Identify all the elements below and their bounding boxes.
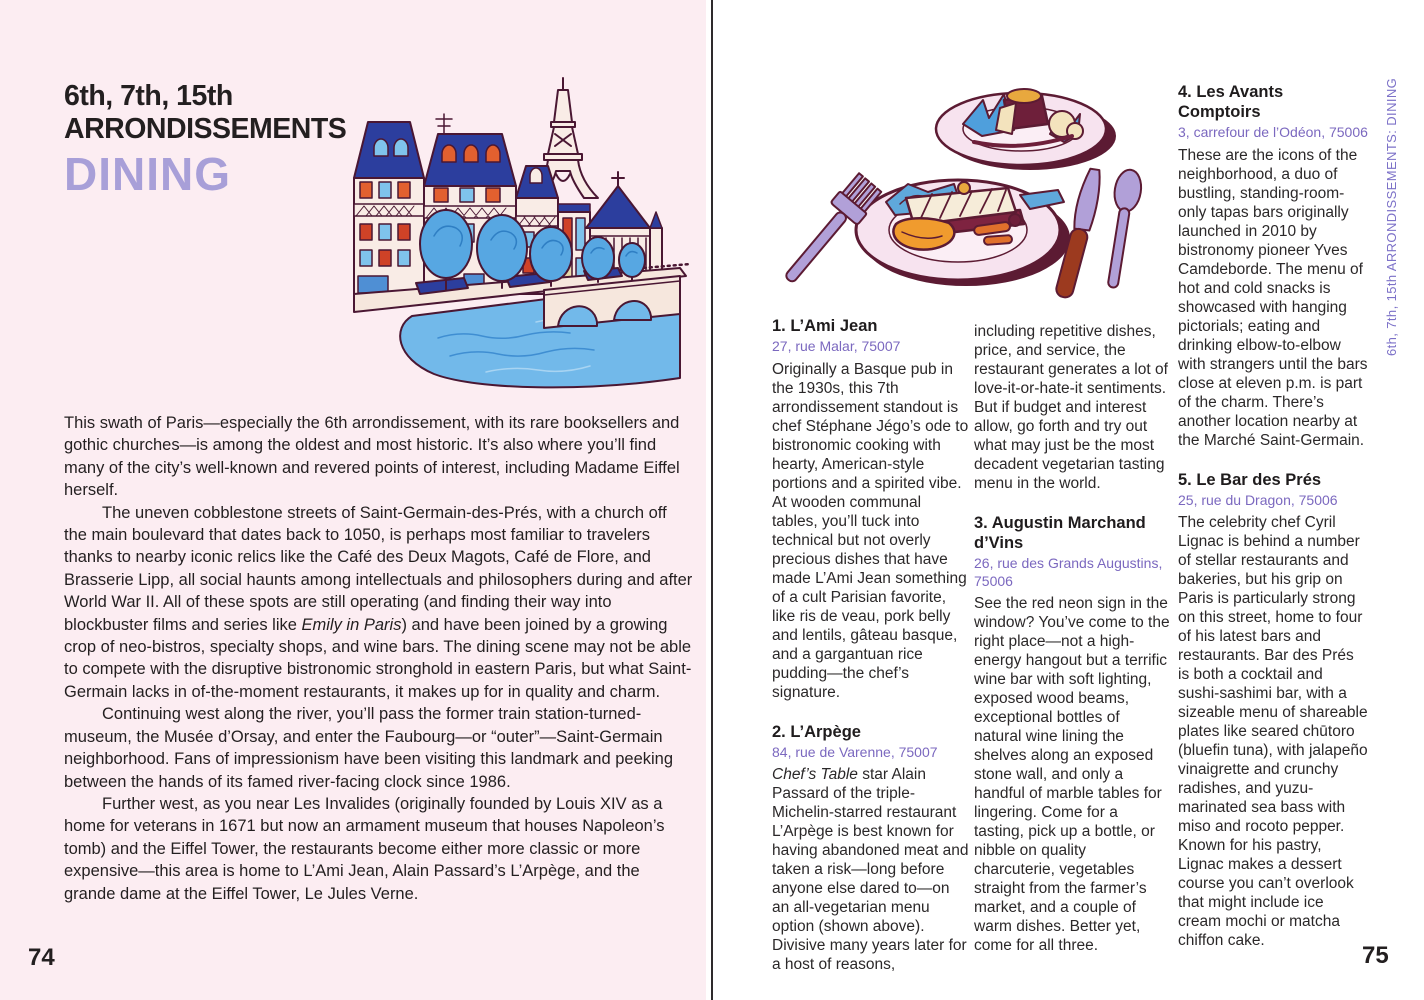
left-page <box>0 0 706 1000</box>
listing-title: 2. L’Arpège <box>772 722 861 741</box>
listing-lami-jean <box>772 316 969 702</box>
listing-body: These are the icons of the neighborhood, a duo of bustling, standing-room-only tapas bars originally launched in 2010 by bistronomy pioneer Yves Camdeborde. The menu of hot and cold snacks is showcased with hanging pictorials; eating and drinking elbow-to-elbow with strangers until the bars close at eleven p.m. is part of the charm. There’s another location nearby at the Marché Saint-Germain. <box>1178 146 1368 449</box>
page-number-left: 74 <box>28 944 55 971</box>
listing-les-avants-comptoirs <box>1178 82 1368 450</box>
listing-address: 84, rue de Varenne, 75007 <box>772 743 938 760</box>
listings-column-1 <box>772 316 969 974</box>
intro-p2-italic: Emily in Paris <box>301 615 402 634</box>
intro-p2-post: ) and have been joined by a growing crop of neo-bistros, specialty shops, and wine bars. The dining scene may not be able to compete with the disruptive bistronomic stronghold in eastern Paris, but what Saint-Germain lacks in of-the-moment restaurants, it makes up for in quality and charm. <box>64 615 692 701</box>
listing-address: 3, carrefour de l’Odéon, 75006 <box>1178 124 1368 140</box>
listing-body-rest: star Alain Passard of the triple-Michelin-starred restaurant L’Arpège is best known for having abandoned meat and taken a risk—long before anyone else dared to—on an all-vegetarian menu option (shown above). Divisive many years later for a host of reasons, <box>772 766 969 973</box>
intro-text <box>64 412 694 905</box>
intro-paragraph-1: This swath of Paris—especially the 6th arrondissement, with its rare booksellers and gothic churches—is among the oldest and most historic. It’s also where you’ll find many of the city’s well-known and revered points of interest, including Madame Eiffel herself. <box>64 414 680 500</box>
paris-street-illustration <box>346 76 692 390</box>
listing-larpege-continued: including repetitive dishes, price, and service, the restaurant generates a lot of love-it-or-hate-it sentiments. But if budget and interest allow, go forth and try out what may just be the most decadent vegetarian tasting menu in the world. <box>974 323 1168 492</box>
intro-paragraph-4: Further west, as you near Les Invalides (originally founded by Louis XIV as a home for veterans in 1671 but now an armament museum that houses Napoleon’s tomb) and the Eiffel Tower, the restaurants become either more classic or more expensive—this area is home to L’Ami Jean, Alain Passard’s L’Arpège, and the grande dame at the Eiffel Tower, Le Jules Verne. <box>64 794 665 903</box>
table-setting-illustration <box>768 72 1163 317</box>
listing-body-italic-lead: Chef’s Table <box>772 766 858 783</box>
listing-body: Originally a Basque pub in the 1930s, this 7th arrondissement standout is chef Stéphane Jégo’s ode to bistronomic cooking with hearty, American-style portions and a spirited vibe. At wooden communal tables, you’ll tuck into technical but not overly precious dishes that have made L’Ami Jean something of a cult Parisian favorite, like ris de veau, pork belly and lentils, gâteau basque, and a gargantuan rice pudding—the chef’s signature. <box>772 360 969 701</box>
listing-title: 3. Augustin Marchand d’Vins <box>974 514 1146 552</box>
listing-address: 26, rue des Grands Augustins, 75006 <box>974 555 1163 589</box>
chapter-title-line2: ARRONDISSEMENTS <box>64 113 347 145</box>
listing-body: The celebrity chef Cyril Lignac is behind a number of stellar restaurants and bakeries, but his grip on Paris is particularly strong on this street, home to four of his latest bars and restaurants. Bar des Prés is both a cocktail and sushi-sashimi bar, with a sizeable menu of shareable plates like seared chūtoro (bluefin tuna), with jalapeño vinaigrette and crunchy radishes, and yuzu-marinated sea bass with miso and rocoto pepper. Known for his pastry, Lignac makes a dessert course you can’t overlook that might include ice cream mochi or matcha chiffon cake. <box>1178 514 1368 949</box>
listings-column-2 <box>974 322 1170 955</box>
listing-le-bar-des-pres <box>1178 470 1368 951</box>
vertical-edge-label: 6th, 7th, 15th ARRONDISSEMENTS: DINING <box>1384 77 1399 356</box>
right-page <box>713 0 1424 1000</box>
chapter-title <box>64 80 346 199</box>
listings-column-3 <box>1178 82 1368 950</box>
chapter-title-dining: DINING <box>64 148 231 200</box>
intro-p2-pre: The uneven cobblestone streets of Saint-Germain-des-Prés, with a church off the main boulevard that dates back to 1050, is perhaps most familiar to travelers thanks to nearby iconic relics like the Café des Deux Magots, Café de Flore, and Brasserie Lipp, all social haunts among intellectuals and philosophers during and after World War II. All of these spots are still operating (and finding their way into blockbuster films and series like <box>64 503 693 634</box>
listing-augustin-marchand-dvins <box>974 513 1170 955</box>
dessert-plate <box>936 89 1106 165</box>
listing-larpege <box>772 722 969 975</box>
listing-title: 1. L’Ami Jean <box>772 317 878 335</box>
main-course-plate <box>856 180 1064 280</box>
page-number-right: 75 <box>1362 942 1389 969</box>
listing-body: See the red neon sign in the window? You’ve come to the right place—not a high-energy hangout but a terrific wine bar with soft lighting, exposed wood beams, exceptional bottles of natural wine lining the shelves along an exposed stone wall, and only a handful of marble tables for lingering. Come for a tasting, pick up a bottle, or nibble on quality charcuterie, vegetables straight from the farmer’s market, and a couple of warm dishes. Better yet, come for all three. <box>974 595 1170 954</box>
listing-body <box>772 765 969 974</box>
listing-address: 25, rue du Dragon, 75006 <box>1178 491 1338 508</box>
listing-title: 4. Les Avants Comptoirs <box>1178 83 1284 121</box>
building-left <box>354 122 424 294</box>
chapter-title-line1: 6th, 7th, 15th <box>64 80 233 112</box>
listing-title: 5. Le Bar des Prés <box>1178 470 1322 489</box>
spoon-icon <box>1100 168 1144 290</box>
intro-paragraph-2 <box>64 502 694 704</box>
intro-paragraph-3: Continuing west along the river, you’ll pass the former train station-turned-museum, the Musée d’Orsay, and enter the Faubourg—or “outer”—Saint-Germain neighborhood. Fans of impressionism have been visiting this landmark and peeking between the hands of its famed river-facing clock since 1986. <box>64 705 674 791</box>
listing-address: 27, rue Malar, 75007 <box>772 338 901 354</box>
